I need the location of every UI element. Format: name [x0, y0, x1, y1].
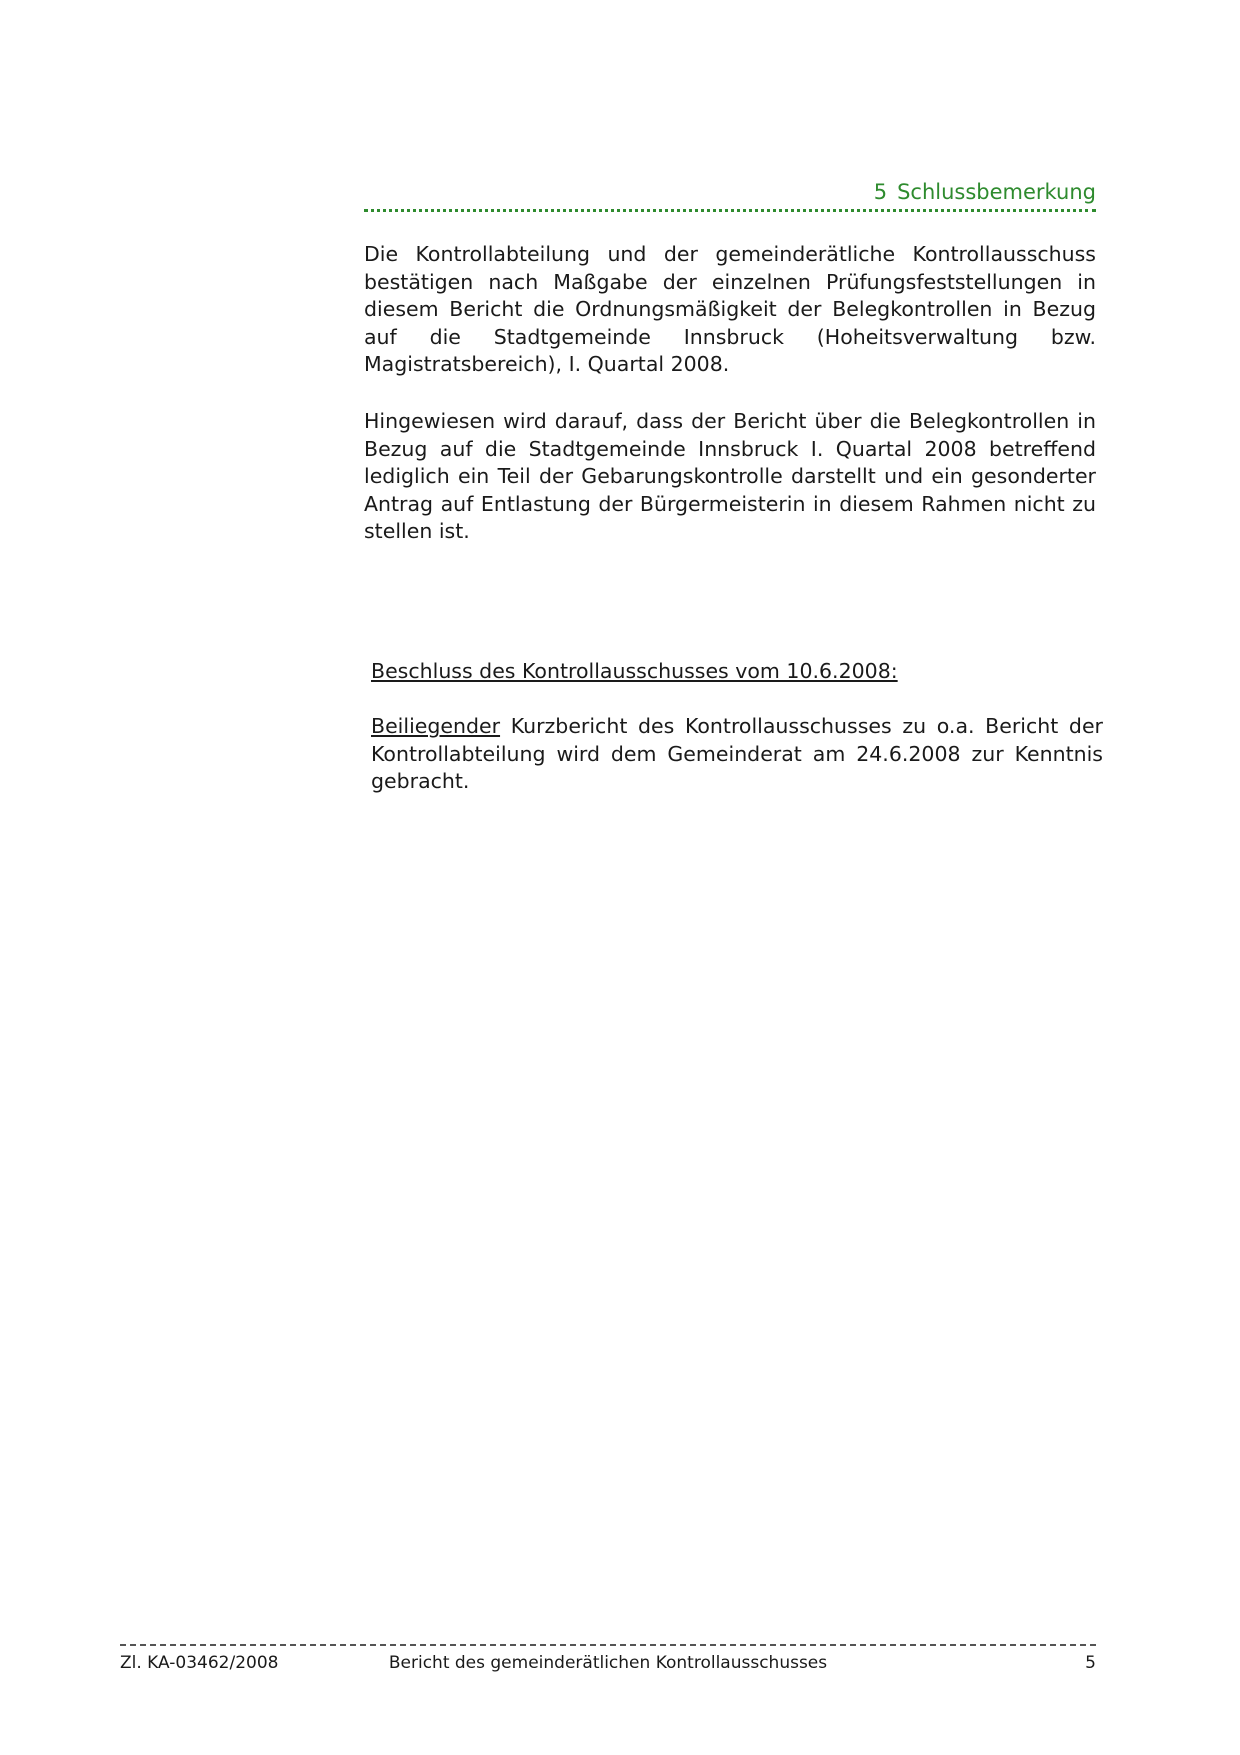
section-number: 5: [873, 180, 888, 204]
footer-page-number: 5: [1085, 1653, 1096, 1673]
page-footer: [120, 1652, 1096, 1676]
body-paragraph-2: Hingewiesen wird darauf, dass der Bericht über die Belegkontrollen in Bezug auf die Stadtgemeinde Innsbruck I. Quartal 2008 betreffend lediglich ein Teil der Gebarungskontrolle darstellt und ein gesonderter Antrag auf Entlastung der Bürgermeisterin in diesem Rahmen nicht zu stellen ist.: [364, 409, 1096, 543]
footer-reference: Zl. KA-03462/2008: [120, 1653, 279, 1673]
decision-text: [371, 713, 1103, 796]
decision-title: Beschluss des Kontrollausschusses vom 10.6.2008:: [371, 659, 898, 683]
footer-report-title: Bericht des gemeinderätlichen Kontrollausschusses: [388, 1653, 828, 1673]
footer-divider: [120, 1644, 1096, 1646]
decision-lead-word: Beiliegender: [371, 714, 501, 738]
decision-body: Kurzbericht des Kontrollausschusses zu o.a. Bericht der Kontrollabteilung wird dem Gemeinderat am 24.6.2008 zur Kenntnis gebracht.: [371, 714, 1103, 793]
section-header: [364, 178, 1096, 212]
section-title: Schlussbemerkung: [897, 180, 1096, 204]
body-paragraph-1: Die Kontrollabteilung und der gemeinderätliche Kontrollausschuss bestätigen nach Maßgabe der einzelnen Prüfungsfeststellungen in diesem Bericht die Ordnungsmäßigkeit der Belegkontrollen in Bezug auf die Stadtgemeinde Innsbruck (Hoheitsverwaltung bzw. Magistratsbereich), I. Quartal 2008.: [364, 242, 1096, 376]
